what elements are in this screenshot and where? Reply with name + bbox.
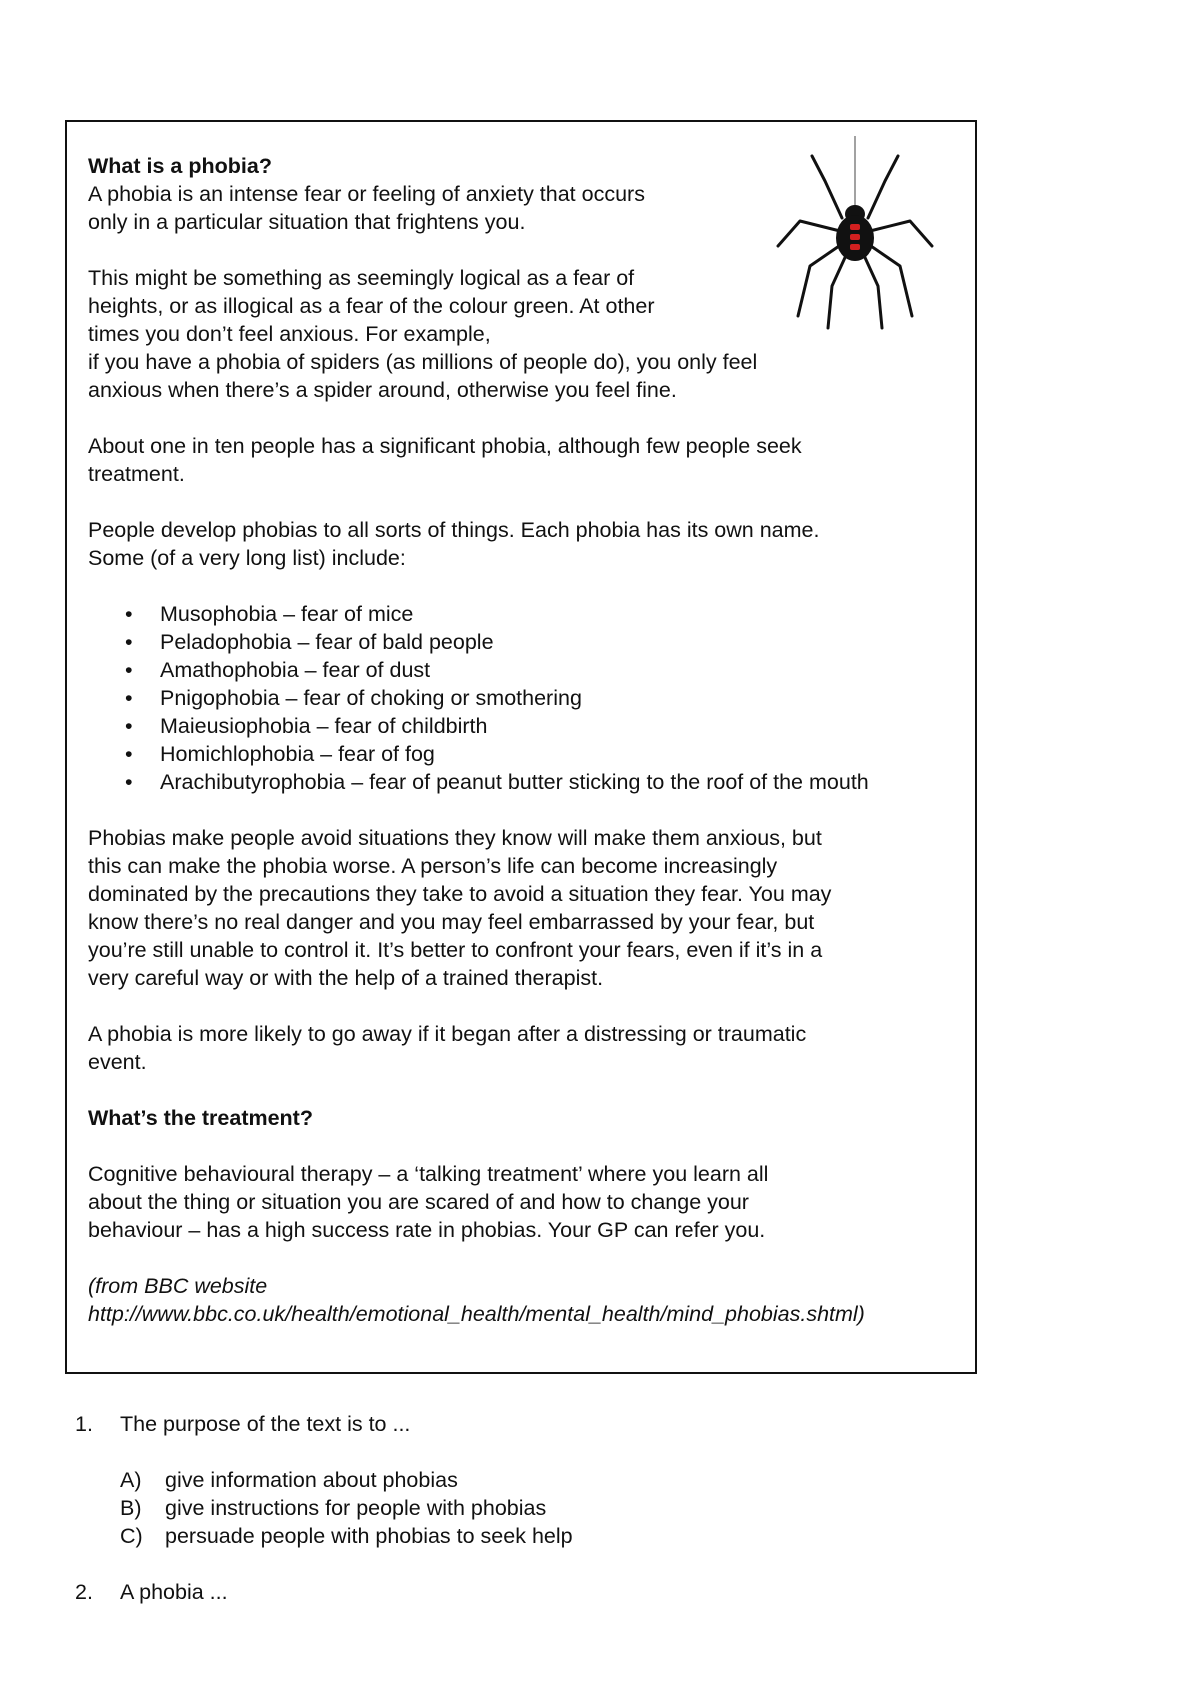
question-text: A phobia ... <box>120 1580 228 1604</box>
list-item-text: Pnigophobia – fear of choking or smothering <box>160 686 582 710</box>
list-item-text: Homichlophobia – fear of fog <box>160 742 435 766</box>
question-2 <box>75 1578 1125 1606</box>
text-line: About one in ten people has a significant phobia, although few people seek <box>88 434 802 458</box>
text-line: Phobias make people avoid situations they know will make them anxious, but <box>88 826 822 850</box>
paragraph-recovery <box>88 1020 968 1076</box>
text-line: People develop phobias to all sorts of things. Each phobia has its own name. <box>88 518 820 542</box>
spider-icon <box>770 136 940 336</box>
question-number: 2. <box>75 1580 93 1604</box>
source-url: http://www.bbc.co.uk/health/emotional_health/mental_health/mind_phobias.shtml) <box>88 1302 865 1326</box>
bullet-icon: • <box>125 770 133 794</box>
list-item-text: Peladophobia – fear of bald people <box>160 630 494 654</box>
text-line: this can make the phobia worse. A person’s life can become increasingly <box>88 854 778 878</box>
answer-option-a[interactable] <box>120 1466 1125 1494</box>
list-item-text: Musophobia – fear of mice <box>160 602 414 626</box>
option-letter: B) <box>120 1496 142 1520</box>
paragraph-treatment <box>88 1160 968 1244</box>
text-line: behaviour – has a high success rate in phobias. Your GP can refer you. <box>88 1218 766 1242</box>
question-1 <box>75 1410 1125 1438</box>
text-line: anxious when there’s a spider around, otherwise you feel fine. <box>88 378 677 402</box>
bullet-icon: • <box>125 742 133 766</box>
answer-option-b[interactable] <box>120 1494 1125 1522</box>
list-item <box>125 768 968 796</box>
text-line: you’re still unable to control it. It’s better to confront your fears, even if it’s in a <box>88 938 823 962</box>
heading-treatment: What’s the treatment? <box>88 1106 313 1130</box>
text-line: event. <box>88 1050 147 1074</box>
text-line: dominated by the precautions they take to avoid a situation they fear. You may <box>88 882 832 906</box>
option-text: persuade people with phobias to seek help <box>165 1524 573 1548</box>
text-line: (from BBC website <box>88 1274 268 1298</box>
answer-option-c[interactable] <box>120 1522 1125 1550</box>
text-line: This might be something as seemingly logical as a fear of <box>88 266 635 290</box>
text-line: A phobia is more likely to go away if it began after a distressing or traumatic <box>88 1022 807 1046</box>
paragraph-list-intro <box>88 516 968 572</box>
bullet-icon: • <box>125 602 133 626</box>
text-line: times you don’t feel anxious. For example, <box>88 322 491 346</box>
bullet-icon: • <box>125 630 133 654</box>
question-text: The purpose of the text is to ... <box>120 1412 411 1436</box>
list-item <box>125 656 968 684</box>
text-line: Cognitive behavioural therapy – a ‘talking treatment’ where you learn all <box>88 1162 769 1186</box>
text-line: Some (of a very long list) include: <box>88 546 406 570</box>
phobia-list <box>88 600 968 796</box>
list-item <box>125 712 968 740</box>
list-item-text: Amathophobia – fear of dust <box>160 658 431 682</box>
text-line: know there’s no real danger and you may feel embarrassed by your fear, but <box>88 910 815 934</box>
text-line: very careful way or with the help of a trained therapist. <box>88 966 604 990</box>
answer-options <box>120 1466 1125 1550</box>
heading-what-is-a-phobia: What is a phobia? <box>88 154 272 178</box>
text-line: treatment. <box>88 462 185 486</box>
bullet-icon: • <box>125 686 133 710</box>
bullet-icon: • <box>125 658 133 682</box>
question-section <box>75 1410 1125 1634</box>
text-line: about the thing or situation you are scared of and how to change your <box>88 1190 749 1214</box>
option-text: give instructions for people with phobias <box>165 1496 547 1520</box>
text-line: heights, or as illogical as a fear of the colour green. At other <box>88 294 655 318</box>
list-item-text: Maieusiophobia – fear of childbirth <box>160 714 488 738</box>
text-line: A phobia is an intense fear or feeling of anxiety that occurs <box>88 182 645 206</box>
paragraph-avoidance <box>88 824 968 992</box>
text-line: if you have a phobia of spiders (as millions of people do), you only feel <box>88 350 758 374</box>
source-citation <box>88 1272 968 1328</box>
option-letter: A) <box>120 1468 142 1492</box>
option-text: give information about phobias <box>165 1468 458 1492</box>
list-item <box>125 628 968 656</box>
list-item-text: Arachibutyrophobia – fear of peanut butter sticking to the roof of the mouth <box>160 770 869 794</box>
list-item <box>125 684 968 712</box>
list-item <box>125 600 968 628</box>
paragraph-statistics <box>88 432 968 488</box>
bullet-icon: • <box>125 714 133 738</box>
question-number: 1. <box>75 1412 93 1436</box>
text-line: only in a particular situation that frightens you. <box>88 210 526 234</box>
option-letter: C) <box>120 1524 143 1548</box>
list-item <box>125 740 968 768</box>
